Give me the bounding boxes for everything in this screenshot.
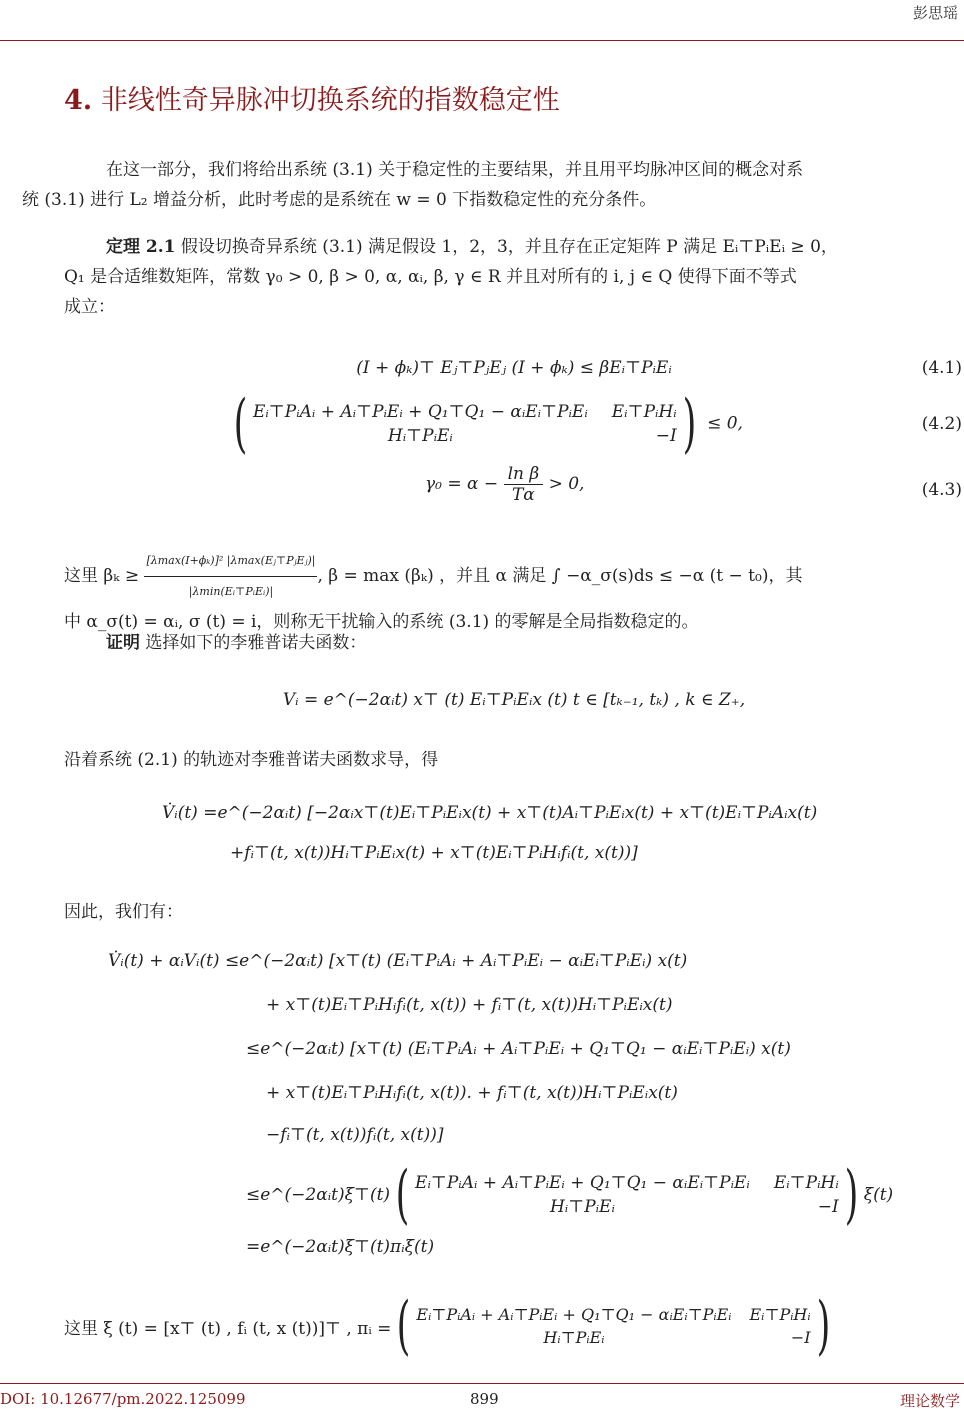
proof-text: 选择如下的李雅普诺夫函数：	[140, 633, 367, 653]
matrix-cell: −I	[790, 1328, 811, 1347]
along-paragraph: 沿着系统 (2.1) 的轨迹对李雅普诺夫函数求导，得	[64, 750, 439, 770]
footer-doi: DOI: 10.12677/pm.2022.125099	[0, 1390, 246, 1408]
matrix-cell: Eᵢ⊤PᵢHᵢ	[611, 402, 677, 422]
where-line-1b: , β = max (βₖ) ，并且 α 满足 ∫ −α_σ(s)ds ≤ −α (t − t₀)，其	[317, 566, 803, 586]
right-paren: )	[844, 1158, 859, 1232]
eq43-numerator: ln β	[504, 464, 544, 485]
matrix-cell: Eᵢ⊤PᵢAᵢ + Aᵢ⊤PᵢEᵢ + Q₁⊤Q₁ − αᵢEᵢ⊤PᵢEᵢ	[415, 1173, 750, 1193]
matrix-cell: Eᵢ⊤PᵢHᵢ	[749, 1305, 811, 1324]
eq43-lhs: γ₀ = α −	[425, 474, 499, 494]
inequality-line-6-lhs: ≤e^(−2αᵢt)ξ⊤(t)	[246, 1185, 391, 1205]
where-line-2: 中 α_σ(t) = αᵢ, σ (t) = i，则称无干扰输入的系统 (3.1) 的零解是全局指数稳定的。	[64, 612, 699, 632]
header-author: 彭思瑶	[912, 4, 958, 22]
footer-journal: 理论数学	[899, 1392, 960, 1410]
intro-line-2: 统 (3.1) 进行 L₂ 增益分析，此时考虑的是系统在 w = 0 下指数稳定性的充分条件。	[22, 190, 657, 210]
equation-4-1-number: (4.1)	[921, 358, 962, 378]
derivative-line-2: +fᵢ⊤(t, x(t))Hᵢ⊤PᵢEᵢx(t) + x⊤(t)Eᵢ⊤PᵢHᵢfᵢ(t, x(t))]	[230, 843, 638, 863]
equation-4-2	[228, 387, 743, 461]
derivative-line-1: V̇ᵢ(t) =e^(−2αᵢt) [−2αᵢx⊤(t)Eᵢ⊤PᵢEᵢx(t) + x⊤(t)Aᵢ⊤PᵢEᵢx(t) + x⊤(t)Eᵢ⊤PᵢAᵢx(t)	[162, 803, 818, 823]
right-paren: )	[816, 1289, 830, 1363]
beta-fraction-num: [λmax(I+ϕₖ)]² |λmax(Eⱼ⊤PⱼEⱼ)|	[144, 546, 317, 577]
final-where-text: 这里 ξ (t) = [x⊤ (t) , fᵢ (t, x (t))]⊤ , πᵢ =	[64, 1318, 392, 1339]
beta-fraction	[144, 546, 317, 607]
inequality-line-3: ≤e^(−2αᵢt) [x⊤(t) (Eᵢ⊤PᵢAᵢ + Aᵢ⊤PᵢEᵢ + Q₁⊤Q₁ − αᵢEᵢ⊤PᵢEᵢ) x(t)	[246, 1039, 791, 1059]
theorem-line-3: 成立：	[64, 297, 115, 317]
equation-4-3	[425, 464, 584, 505]
right-paren: )	[682, 387, 697, 461]
matrix-cell: Eᵢ⊤PᵢHᵢ	[773, 1173, 839, 1193]
matrix-4-2	[253, 402, 677, 446]
matrix-cell: −I	[817, 1197, 839, 1217]
section-title	[64, 78, 560, 117]
matrix-cell: −I	[655, 426, 677, 446]
matrix-cell: Hᵢ⊤PᵢEᵢ	[387, 426, 453, 446]
inequality-line-6-rhs: ξ(t)	[863, 1185, 894, 1205]
section-title-text: 非线性奇异脉冲切换系统的指数稳定性	[100, 85, 560, 116]
therefore-paragraph: 因此，我们有：	[64, 902, 183, 922]
inequality-line-6	[246, 1158, 894, 1232]
intro-paragraph	[22, 155, 964, 215]
where-line-1a: 这里 βₖ ≥	[64, 566, 145, 586]
equation-4-3-number: (4.3)	[921, 480, 962, 500]
inequality-line-2: + x⊤(t)Eᵢ⊤PᵢHᵢfᵢ(t, x(t)) + fᵢ⊤(t, x(t))Hᵢ⊤PᵢEᵢx(t)	[266, 995, 673, 1015]
intro-line-1: 在这一部分，我们将给出系统 (3.1) 关于稳定性的主要结果，并且用平均脉冲区间的概念对系	[106, 160, 804, 180]
eq43-fraction	[504, 464, 544, 505]
matrix-ineq	[415, 1173, 839, 1217]
left-paren: (	[395, 1158, 410, 1232]
theorem-label: 定理 2.1	[106, 237, 176, 257]
inequality-line-1: V̇ᵢ(t) + αᵢVᵢ(t) ≤e^(−2αᵢt) [x⊤(t) (Eᵢ⊤PᵢAᵢ + Aᵢ⊤PᵢEᵢ − αᵢEᵢ⊤PᵢEᵢ) x(t)	[108, 951, 688, 971]
matrix-cell: Hᵢ⊤PᵢEᵢ	[549, 1197, 615, 1217]
eq43-rhs: > 0,	[548, 474, 585, 494]
theorem-paragraph	[64, 232, 964, 322]
footer-rule	[0, 1383, 964, 1384]
equation-4-2-number: (4.2)	[921, 414, 962, 434]
header-rule	[0, 40, 964, 41]
inequality-line-7: =e^(−2αᵢt)ξ⊤(t)πᵢξ(t)	[246, 1237, 435, 1257]
theorem-line-1: 假设切换奇异系统 (3.1) 满足假设 1，2，3，并且存在正定矩阵 P 满足 Eᵢ⊤PᵢEᵢ ≥ 0，	[175, 237, 838, 257]
proof-paragraph	[64, 628, 964, 658]
matrix-cell: Hᵢ⊤PᵢEᵢ	[543, 1328, 605, 1347]
matrix-cell: Eᵢ⊤PᵢAᵢ + Aᵢ⊤PᵢEᵢ + Q₁⊤Q₁ − αᵢEᵢ⊤PᵢEᵢ	[252, 402, 588, 422]
matrix-cell: Eᵢ⊤PᵢAᵢ + Aᵢ⊤PᵢEᵢ + Q₁⊤Q₁ − αᵢEᵢ⊤PᵢEᵢ	[416, 1305, 732, 1324]
where-paragraph	[64, 546, 964, 637]
eq43-denominator: Tα	[511, 485, 535, 505]
inequality-line-5: −fᵢ⊤(t, x(t))fᵢ(t, x(t))]	[266, 1125, 444, 1145]
footer-page-number: 899	[470, 1390, 499, 1408]
matrix-pi	[416, 1305, 810, 1347]
beta-fraction-den: |λmin(Eᵢ⊤PᵢEᵢ)|	[188, 585, 274, 598]
section-number: 4.	[64, 85, 93, 116]
theorem-line-2: Q₁ 是合适维数矩阵，常数 γ₀ > 0, β > 0, α, αᵢ, β, γ ∈ R 并且对所有的 i, j ∈ Q 使得下面不等式	[64, 267, 797, 287]
left-paren: (	[233, 387, 248, 461]
left-paren: (	[397, 1289, 411, 1363]
final-where	[64, 1289, 836, 1363]
inequality-line-4: + x⊤(t)Eᵢ⊤PᵢHᵢfᵢ(t, x(t)). + fᵢ⊤(t, x(t))Hᵢ⊤PᵢEᵢx(t)	[266, 1083, 678, 1103]
equation-4-1: (I + ϕₖ)⊤ Eⱼ⊤PⱼEⱼ (I + ϕₖ) ≤ βEᵢ⊤PᵢEᵢ	[356, 358, 672, 378]
equation-4-2-rhs: ≤ 0,	[707, 413, 743, 434]
proof-label: 证明	[106, 633, 140, 653]
lyapunov-function: Vᵢ = e^(−2αᵢt) x⊤ (t) Eᵢ⊤PᵢEᵢx (t) t ∈ [tₖ₋₁, tₖ) , k ∈ Z₊,	[282, 690, 746, 710]
